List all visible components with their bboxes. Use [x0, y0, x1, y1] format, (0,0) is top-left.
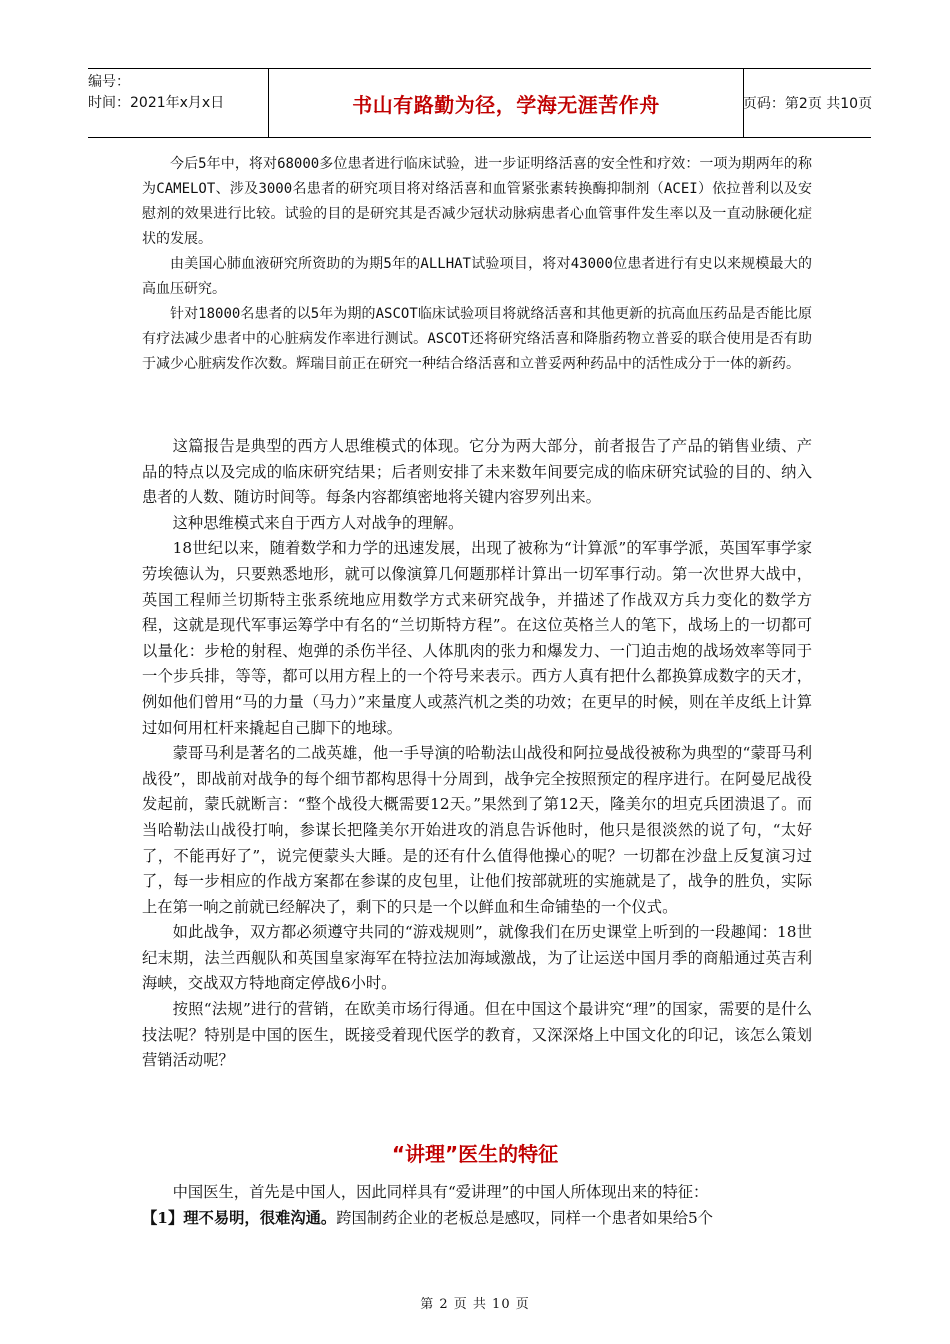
paragraph: 蒙哥马利是著名的二战英雄，他一手导演的哈勒法山战役和阿拉曼战役被称为典型的“蒙哥马利战役”，即战前对战争的每个细节都构思得十分周到，战争完全按照预定的程序进行。在阿曼尼战役发起前，蒙氏就断言：“整个战役大概需要12天。”果然到了第12天，隆美尔的坦克兵团溃退了。而当哈勒法山战役打响，参谋长把隆美尔开始进攻的消息告诉他时，他只是很淡然的说了句，“太好了，不能再好了”，说完便蒙头大睡。是的还有什么值得他操心的呢？一切都在沙盘上反复演习过了，每一步相应的作战方案都在参谋的皮包里，让他们按部就班的实施就是了，战争的胜负，实际上在第一响之前就已经解决了，剩下的只是一个以鲜血和生命铺垫的一个仪式。	[142, 744, 812, 916]
date-label: 时间：2021年x月x日	[88, 95, 225, 111]
page-header	[88, 68, 871, 138]
header-motto: 书山有路勤为径，学海无涯苦作舟	[268, 69, 744, 137]
section-heading: “讲理”医生的特征	[391, 1142, 559, 1166]
paragraph: 由美国心肺血液研究所资助的为期5年的ALLHAT试验项目，将对43000位患者进行有史以来规模最大的高血压研究。	[142, 256, 812, 297]
paragraph: 这篇报告是典型的西方人思维模式的体现。它分为两大部分，前者报告了产品的销售业绩、产品的特点以及完成的临床研究结果；后者则安排了未来数年间要完成的临床研究试验的目的、纳入患者的人数、随访时间等。每条内容都缜密地将关键内容罗列出来。	[142, 437, 812, 507]
trial-section	[142, 152, 812, 377]
paragraph: 18世纪以来，随着数学和力学的迅速发展，出现了被称为“计算派”的军事学派，英国军事学家劳埃德认为，只要熟悉地形，就可以像演算几何题那样计算出一切军事行动。第一次世界大战中，英国工程师兰切斯特主张系统地应用数学方式来研究战争，并描述了作战双方兵力变化的数学方程，这就是现代军事运筹学中有名的“兰切斯特方程”。在这位英格兰人的笔下，战场上的一切都可以量化：步枪的射程、炮弹的杀伤半径、人体肌肉的张力和爆发力、一门迫击炮的战场效率等同于一个步兵排，等等，都可以用方程上的一个符号来表示。西方人真有把什么都换算成数字的天才，例如他们曾用“马的力量（马力）”来量度人或蒸汽机之类的功效；在更早的时候，则在羊皮纸上计算过如何用杠杆来撬起自己脚下的地球。	[142, 539, 812, 737]
item-text: 跨国制药企业的老板总是感叹，同样一个患者如果给5个	[336, 1208, 714, 1227]
paragraph: 针对18000名患者的以5年为期的ASCOT临床试验项目将就络活喜和其他更新的抗高血压药品是否能比原有疗法减少患者中的心脏病发作率进行测试。ASCOT还将研究络活喜和降脂药物立普妥的联合使用是否有助于减少心脏病发作次数。辉瑞目前正在研究一种结合络活喜和立普妥两种药品中的活性成分于一体的新药。	[142, 306, 812, 372]
paragraph: 如此战争，双方都必须遵守共同的“游戏规则”，就像我们在历史课堂上听到的一段趣闻：18世纪末期，法兰西舰队和英国皇家海军在特拉法加海域激战，为了让运送中国月季的商船通过英吉利海峡，交战双方特地商定停战6小时。	[142, 923, 812, 993]
item-title: 【1】理不易明，很难沟通。	[142, 1208, 337, 1227]
analysis-section	[142, 434, 812, 1074]
doctor-traits-section	[142, 1180, 812, 1231]
paragraph: 按照“法规”进行的营销，在欧美市场行得通。但在中国这个最讲究“理”的国家，需要的是什么技法呢？特别是中国的医生，既接受着现代医学的教育，又深深烙上中国文化的印记，该怎么策划营销活动呢？	[142, 1000, 812, 1070]
header-page-label: 页码：第2页 共10页	[742, 96, 873, 112]
header-meta	[88, 69, 268, 137]
paragraph: 这种思维模式来自于西方人对战争的理解。	[172, 513, 464, 532]
number-label: 编号：	[88, 74, 130, 90]
page-footer: 第 2 页 共 10 页	[420, 1297, 530, 1312]
paragraph: 今后5年中，将对68000多位患者进行临床试验，进一步证明络活喜的安全性和疗效：一项为期两年的称为CAMELOT、涉及3000名患者的研究项目将对络活喜和血管紧张素转换酶抑制剂（ACEI）依拉普利以及安慰剂的效果进行比较。试验的目的是研究其是否减少冠状动脉病患者心血管事件发生率以及一直动脉硬化症状的发展。	[142, 156, 812, 247]
intro-paragraph: 中国医生，首先是中国人，因此同样具有“爱讲理”的中国人所体现出来的特征：	[172, 1183, 709, 1201]
list-item	[142, 1206, 812, 1232]
